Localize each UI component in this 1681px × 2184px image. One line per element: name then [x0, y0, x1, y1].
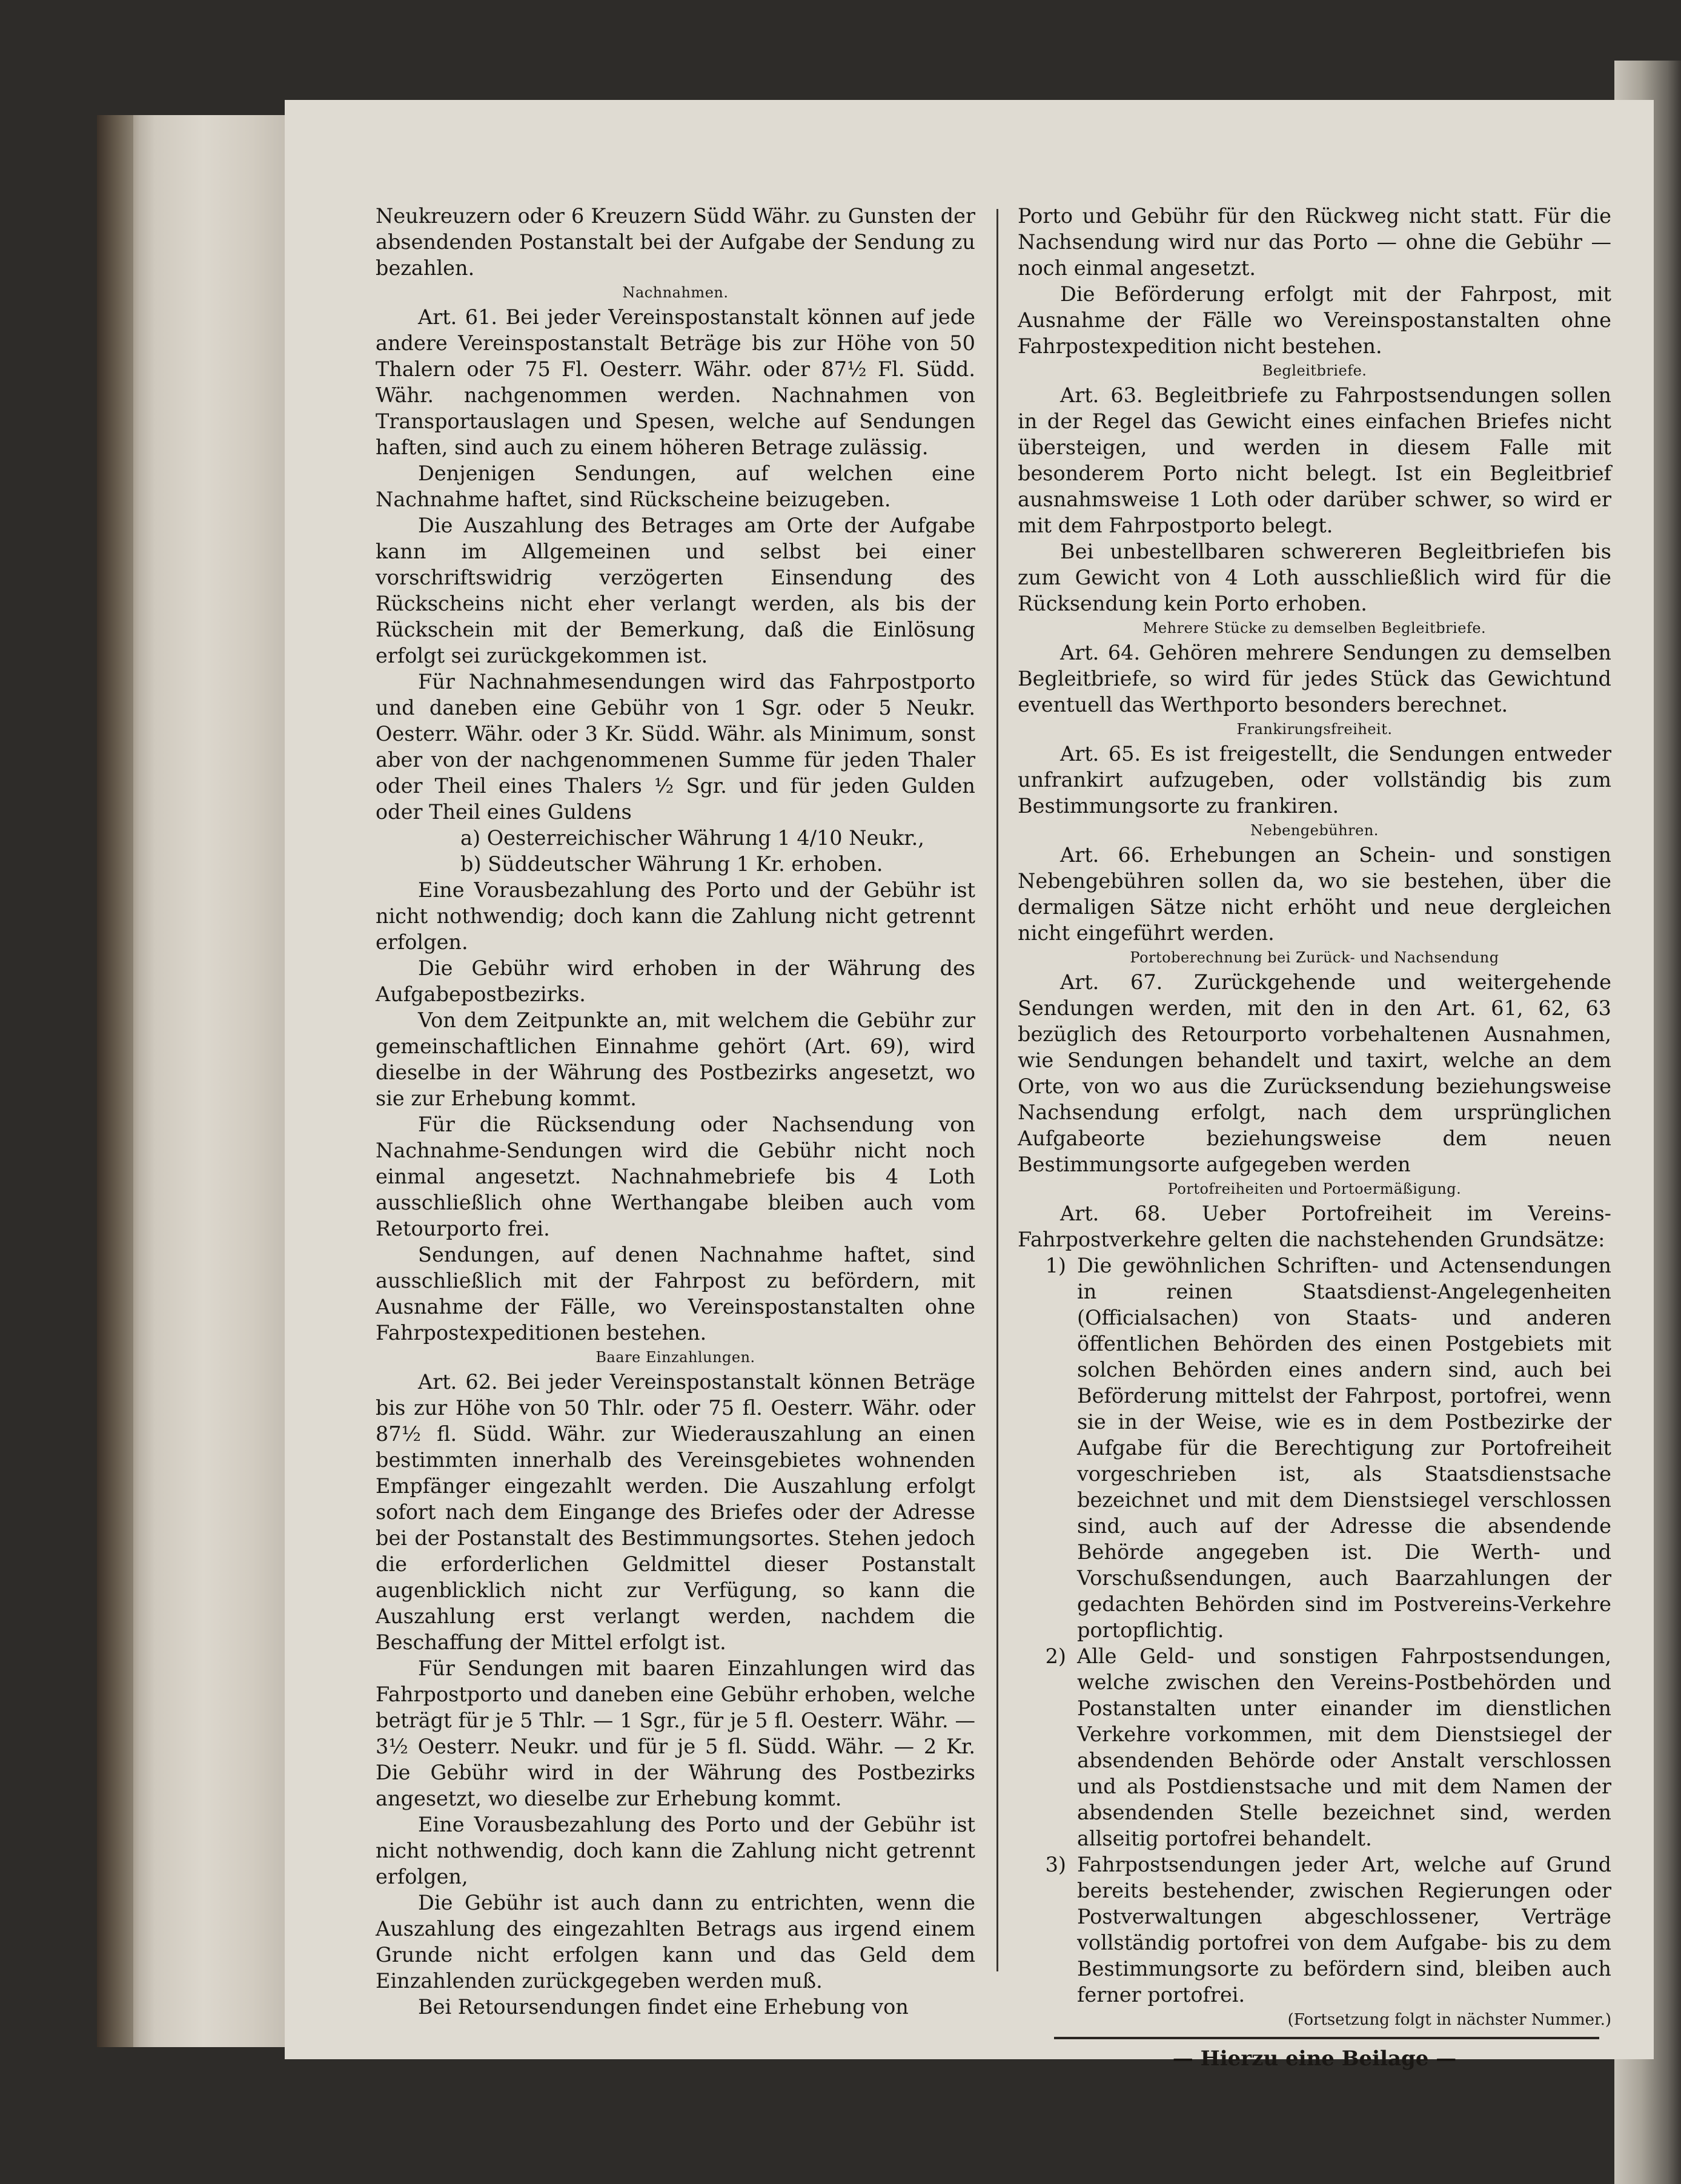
section-heading: Begleitbriefe.: [1262, 362, 1367, 379]
paragraph: Porto und Gebühr für den Rückweg nicht statt. Für die Nachsendung wird nur das Porto — ohne die Gebühr — noch einmal angesetzt.: [1018, 204, 1611, 280]
section-heading: Baare Einzahlungen.: [595, 1349, 755, 1366]
paragraph: Art. 61. Bei jeder Vereinspostanstalt können auf jede andere Vereinspostanstalt Beträge bis zur Höhe von 50 Thalern oder 75 Fl. Oesterr. Währ. oder 87½ Fl. Südd. Währ. nachgenommen werden. Nachnahmen von Transportauslagen und Spesen, welche auf Sendungen haften, sind auch zu einem höheren Betrage zulässig.: [376, 305, 975, 459]
paragraph: Für die Rücksendung oder Nachsendung von Nachnahme-Sendungen wird die Gebühr nicht noch einmal angesetzt. Nachnahmebriefe bis 4 Loth ausschließlich ohne Werthangabe bleiben auch vom Retourporto frei.: [376, 1113, 975, 1240]
right-column: [1018, 203, 1611, 2072]
paragraph: Bei unbestellbaren schwereren Begleitbriefen bis zum Gewicht von 4 Loth ausschließlich wird für die Rücksendung kein Porto erhoben.: [1018, 540, 1611, 615]
paragraph: Die Beförderung erfolgt mit der Fahrpost, mit Ausnahme der Fälle wo Vereinspostanstalten ohne Fahrpostexpedition nicht bestehen.: [1018, 282, 1611, 358]
item-number: 1): [1045, 1254, 1066, 1277]
paragraph: Eine Vorausbezahlung des Porto und der Gebühr ist nicht nothwendig; doch kann die Zahlung nicht getrennt erfolgen.: [376, 878, 975, 954]
paragraph: Art. 62. Bei jeder Vereinspostanstalt können Beträge bis zur Höhe von 50 Thlr. oder 75 fl. Oesterr. Währ. oder 87½ fl. Südd. Währ. zur Wiederauszahlung an einen bestimmten innerhalb des Vereinsgebietes wohnenden Empfänger eingezahlt werden. Die Auszahlung erfolgt sofort nach dem Eingange des Briefes oder der Adresse bei der Postanstalt des Bestimmungsortes. Stehen jedoch die erforderlichen Geldmittel dieser Postanstalt augenblicklich nicht zur Verfügung, so kann die Auszahlung erst verlangt werden, nachdem die Beschaffung der Mittel erfolgt ist.: [376, 1370, 975, 1654]
paragraph: Art. 68. Ueber Portofreiheit im Vereins-Fahrpostverkehre gelten die nachstehenden Grundsätze:: [1018, 1202, 1611, 1251]
item-number: 3): [1045, 1853, 1066, 1876]
supplement-note: — Hierzu eine Beilage —: [1172, 2047, 1457, 2071]
paragraph: Art. 67. Zurückgehende und weitergehende Sendungen werden, mit den in den Art. 61, 62, 63 bezüglich des Retourporto vorbehaltenen Ausnahmen, wie Sendungen behandelt und taxirt, welche an dem Orte, von wo aus die Zurücksendung beziehungsweise Nachsendung erfolgt, nach dem ursprünglichen Aufgabeorte beziehungsweise dem neuen Bestimmungsorte aufgegeben werden: [1018, 970, 1611, 1176]
item-number: 2): [1045, 1644, 1066, 1668]
paragraph: Für Nachnahmesendungen wird das Fahrpostporto und daneben eine Gebühr von 1 Sgr. oder 5 Neukr. Oesterr. Währ. oder 3 Kr. Südd. Währ. als Minimum, sonst aber von der nachgenommenen Summe für jeden Thaler oder Theil eines Thalers ½ Sgr. und für jeden Gulden oder Theil eines Guldens: [376, 670, 975, 824]
item-text: Alle Geld- und sonstigen Fahrpostsendungen, welche zwischen den Vereins-Postbehörden und Postanstalten unter einander im dienstlichen Verkehre vorkommen, mit dem Dienstsiegel der absendenden Behörde oder Anstalt verschlossen und als Postdienstsache und mit dem Namen der absendenden Stelle bezeichnet sind, werden allseitig portofrei behandelt.: [1077, 1644, 1611, 1850]
paragraph: Art. 65. Es ist freigestellt, die Sendungen entweder unfrankirt aufzugeben, oder vollständig bis zum Bestimmungsorte zu frankiren.: [1018, 742, 1611, 818]
paragraph: Sendungen, auf denen Nachnahme haftet, sind ausschließlich mit der Fahrpost zu befördern, mit Ausnahme der Fälle, wo Vereinspostanstalten ohne Fahrpostexpeditionen bestehen.: [376, 1243, 975, 1345]
section-heading: Nachnahmen.: [622, 284, 729, 301]
numbered-item: [1018, 1252, 1611, 1643]
continuation-note: (Fortsetzung folgt in nächster Nummer.): [1287, 2011, 1611, 2029]
section-heading: Nebengebühren.: [1250, 822, 1379, 839]
section-heading: Portofreiheiten und Portoermäßigung.: [1167, 1180, 1462, 1197]
numbered-item: [1018, 1643, 1611, 1851]
paragraph: Eine Vorausbezahlung des Porto und der Gebühr ist nicht nothwendig, doch kann die Zahlung nicht getrennt erfolgen,: [376, 1813, 975, 1888]
paragraph: Neukreuzern oder 6 Kreuzern Südd Währ. zu Gunsten der absendenden Postanstalt bei der Aufgabe der Sendung zu bezahlen.: [376, 204, 975, 280]
paragraph: Art. 64. Gehören mehrere Sendungen zu demselben Begleitbriefe, so wird für jedes Stück das Gewichtund eventuell das Werthporto besonders berechnet.: [1018, 641, 1611, 716]
footer-rule: [1054, 2037, 1599, 2039]
paragraph: Denjenigen Sendungen, auf welchen eine Nachnahme haftet, sind Rückscheine beizugeben.: [376, 462, 975, 511]
paragraph: Art. 66. Erhebungen an Schein- und sonstigen Nebengebühren sollen da, wo sie bestehen, über die dermaligen Sätze nicht erhöht und neue dergleichen nicht eingeführt werden.: [1018, 843, 1611, 945]
section-heading: Mehrere Stücke zu demselben Begleitbriefe.: [1142, 620, 1487, 637]
numbered-item: [1018, 1851, 1611, 2008]
item-text: Die gewöhnlichen Schriften- und Actensendungen in reinen Staatsdienst-Angelegenheiten (Officialsachen) von Staats- und anderen öffentlichen Behörden des einen Postgebiets mit solchen Behörden eines andern sind, auch bei Beförderung mittelst der Fahrpost, portofrei, wenn sie in der Weise, wie es in dem Postbezirke der Aufgabe für die Berechtigung zur Portofreiheit vorgeschrieben ist, als Staatsdienstsache bezeichnet und mit dem Dienstsiegel verschlossen sind, auch auf der Adresse die absendende Behörde angegeben ist. Die Werth- und Vorschußsendungen, auch Baarzahlungen der gedachten Behörden sind im Postvereins-Verkehre portopflichtig.: [1077, 1254, 1611, 1642]
section-heading: Frankirungsfreiheit.: [1236, 721, 1393, 738]
item-text: Fahrpostsendungen jeder Art, welche auf Grund bereits bestehender, zwischen Regierungen oder Postverwaltungen abgeschlossener, Verträge vollständig portofrei von dem Aufgabe- bis zu dem Bestimmungsorte zu befördern sind, bleiben auch ferner portofrei.: [1077, 1853, 1611, 2007]
book-spine-edge: [97, 115, 133, 2047]
paragraph: Die Auszahlung des Betrages am Orte der Aufgabe kann im Allgemeinen und selbst bei einer vorschriftswidrig verzögerten Einsendung des Rückscheins nicht eher verlangt werden, als bis der Rückschein mit der Bemerkung, daß die Einlösung erfolgt sei zurückgekommen ist.: [376, 514, 975, 667]
paragraph: Von dem Zeitpunkte an, mit welchem die Gebühr zur gemeinschaftlichen Einnahme gehört (Art. 69), wird dieselbe in der Währung des Postbezirks angesetzt, wo sie zur Erhebung kommt.: [376, 1008, 975, 1110]
paragraph: Art. 63. Begleitbriefe zu Fahrpostsendungen sollen in der Regel das Gewicht eines einfachen Briefes nicht übersteigen, und werden in diesem Falle mit besonderem Porto nicht belegt. Ist ein Begleitbrief ausnahmsweise 1 Loth oder darüber schwer, so wird er mit dem Fahrpostporto belegt.: [1018, 383, 1611, 537]
sub-item: a) Oesterreichischer Währung 1 4/10 Neukr.,: [460, 826, 924, 850]
section-heading: Portoberechnung bei Zurück- und Nachsendung: [1130, 949, 1499, 966]
left-column: [376, 203, 975, 2020]
paragraph: Bei Retoursendungen findet eine Erhebung von: [418, 1995, 909, 2019]
paragraph: Die Gebühr ist auch dann zu entrichten, wenn die Auszahlung des eingezahlten Betrags aus irgend einem Grunde nicht erfolgen kann und das Geld dem Einzahlenden zurückgegeben werden muß.: [376, 1891, 975, 1993]
book-page-stack: [97, 115, 291, 2047]
paragraph: Die Gebühr wird erhoben in der Währung des Aufgabepostbezirks.: [376, 956, 975, 1006]
column-divider: [996, 209, 998, 1971]
paragraph: Für Sendungen mit baaren Einzahlungen wird das Fahrpostporto und daneben eine Gebühr erhoben, welche beträgt für je 5 Thlr. — 1 Sgr., für je 5 fl. Oesterr. Währ. — 3½ Oesterr. Neukr. und für je 5 fl. Südd. Währ. — 2 Kr. Die Gebühr wird in der Währung des Postbezirks angesetzt, wo dieselbe zur Erhebung kommt.: [376, 1656, 975, 1810]
scanned-page: [285, 100, 1654, 2071]
sub-item: b) Süddeutscher Währung 1 Kr. erhoben.: [460, 852, 883, 876]
